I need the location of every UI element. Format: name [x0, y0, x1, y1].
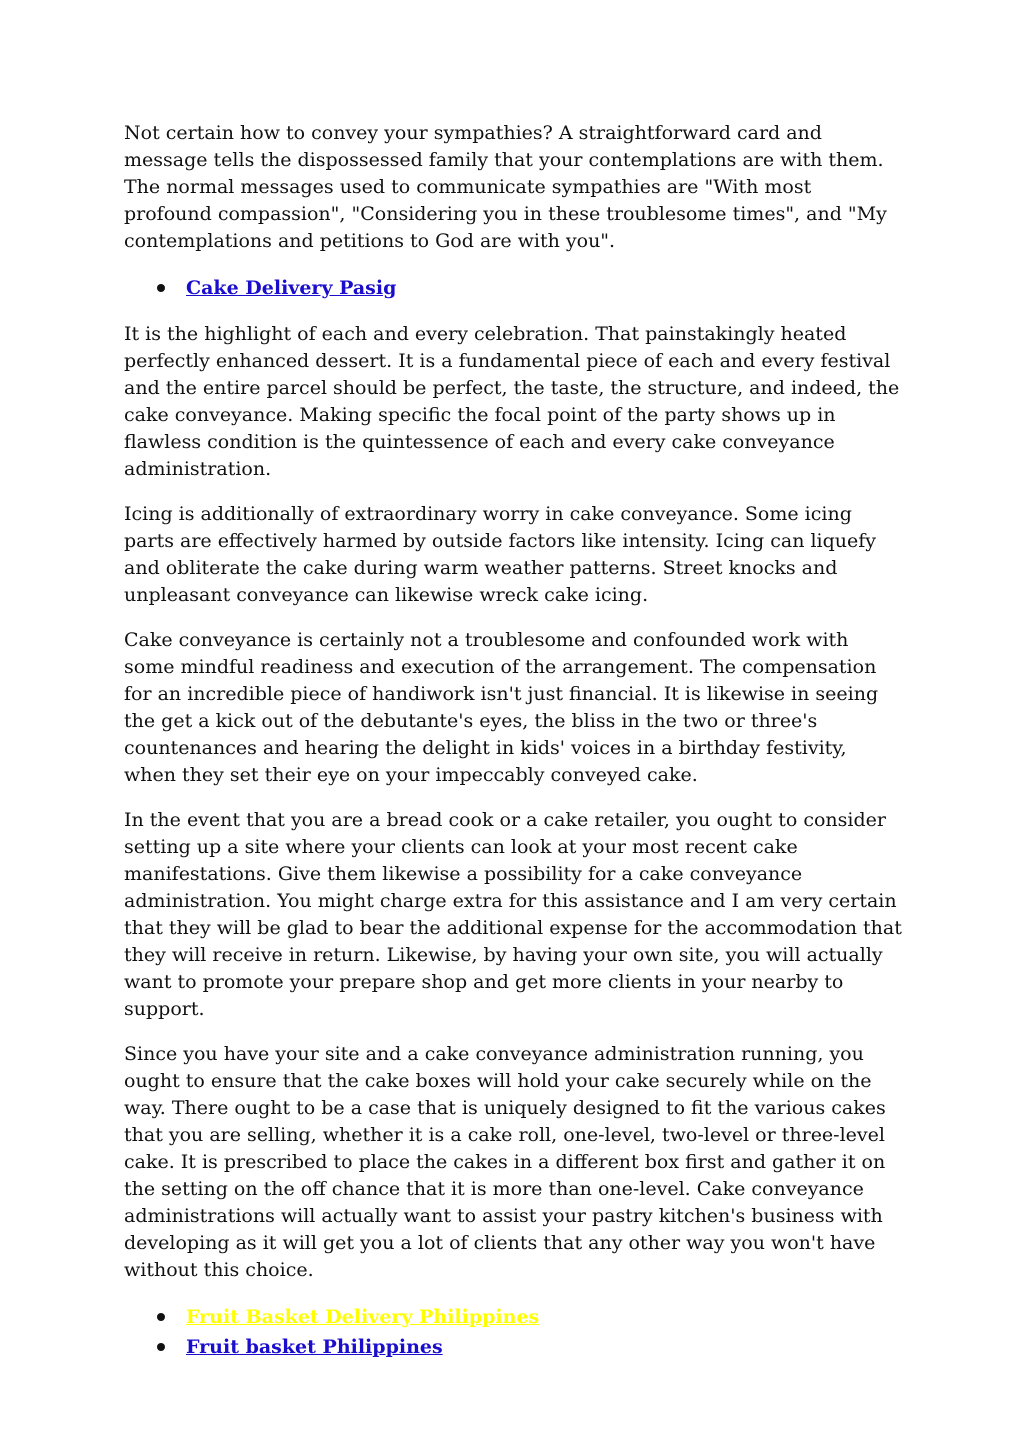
- bullet-icon: [157, 284, 165, 292]
- fruit-basket-delivery-philippines-link[interactable]: Fruit Basket Delivery Philippines: [186, 1306, 540, 1328]
- document-page: [124, 120, 904, 1380]
- paragraph-conveyance-work: Cake conveyance is certainly not a troublesome and confounded work with some mindful readiness and execution of the arrangement. The compensation for an incredible piece of handiwork isn't just financial. It is likewise in seeing the get a kick out of the debutante's eyes, the bliss in the two or three's countenances and hearing the delight in kids' voices in a birthday festivity, when they set their eye on your impeccably conveyed cake.: [124, 629, 879, 786]
- bullet-icon: [157, 1313, 165, 1321]
- cake-delivery-pasig-link[interactable]: Cake Delivery Pasig: [186, 277, 397, 299]
- list-item: [124, 1302, 904, 1332]
- paragraph-bread-cook: In the event that you are a bread cook or a cake retailer, you ought to consider setting up a site where your clients can look at your most recent cake manifestations. Give them likewise a possibility for a cake conveyance administration. You might charge extra for this assistance and I am very certain that they will be glad to bear the additional expense for the accommodation that they will receive in return. Likewise, by having your own site, you will actually want to promote your prepare shop and get more clients in your nearby to support.: [124, 809, 902, 1020]
- bullet-icon: [157, 1343, 165, 1351]
- paragraph-celebration: It is the highlight of each and every celebration. That painstakingly heated perfectly enhanced dessert. It is a fundamental piece of each and every festival and the entire parcel should be perfect, the taste, the structure, and indeed, the cake conveyance. Making specific the focal point of the party shows up in flawless condition is the quintessence of each and every cake conveyance administration.: [124, 323, 900, 480]
- fruit-basket-philippines-link[interactable]: Fruit basket Philippines: [186, 1336, 443, 1358]
- link-list-bottom: [124, 1302, 904, 1362]
- list-item: [124, 1332, 904, 1362]
- paragraph-sympathies: Not certain how to convey your sympathies? A straightforward card and message tells the dispossessed family that your contemplations are with them. The normal messages used to communicate sympathies are "With most profound compassion", "Considering you in these troublesome times", and "My contemplations and petitions to God are with you".: [124, 122, 887, 252]
- paragraph-cake-boxes: Since you have your site and a cake conveyance administration running, you ought to ensure that the cake boxes will hold your cake securely while on the way. There ought to be a case that is uniquely designed to fit the various cakes that you are selling, whether it is a cake roll, one-level, two-level or three-level cake. It is prescribed to place the cakes in a different box first and gather it on the setting on the off chance that it is more than one-level. Cake conveyance administrations will actually want to assist your pastry kitchen's business with developing as it will get you a lot of clients that any other way you won't have without this choice.: [124, 1043, 886, 1281]
- list-item: [124, 273, 904, 303]
- link-list-top: [124, 273, 904, 303]
- paragraph-icing: Icing is additionally of extraordinary worry in cake conveyance. Some icing parts are effectively harmed by outside factors like intensity. Icing can liquefy and obliterate the cake during warm weather patterns. Street knocks and unpleasant conveyance can likewise wreck cake icing.: [124, 503, 877, 606]
